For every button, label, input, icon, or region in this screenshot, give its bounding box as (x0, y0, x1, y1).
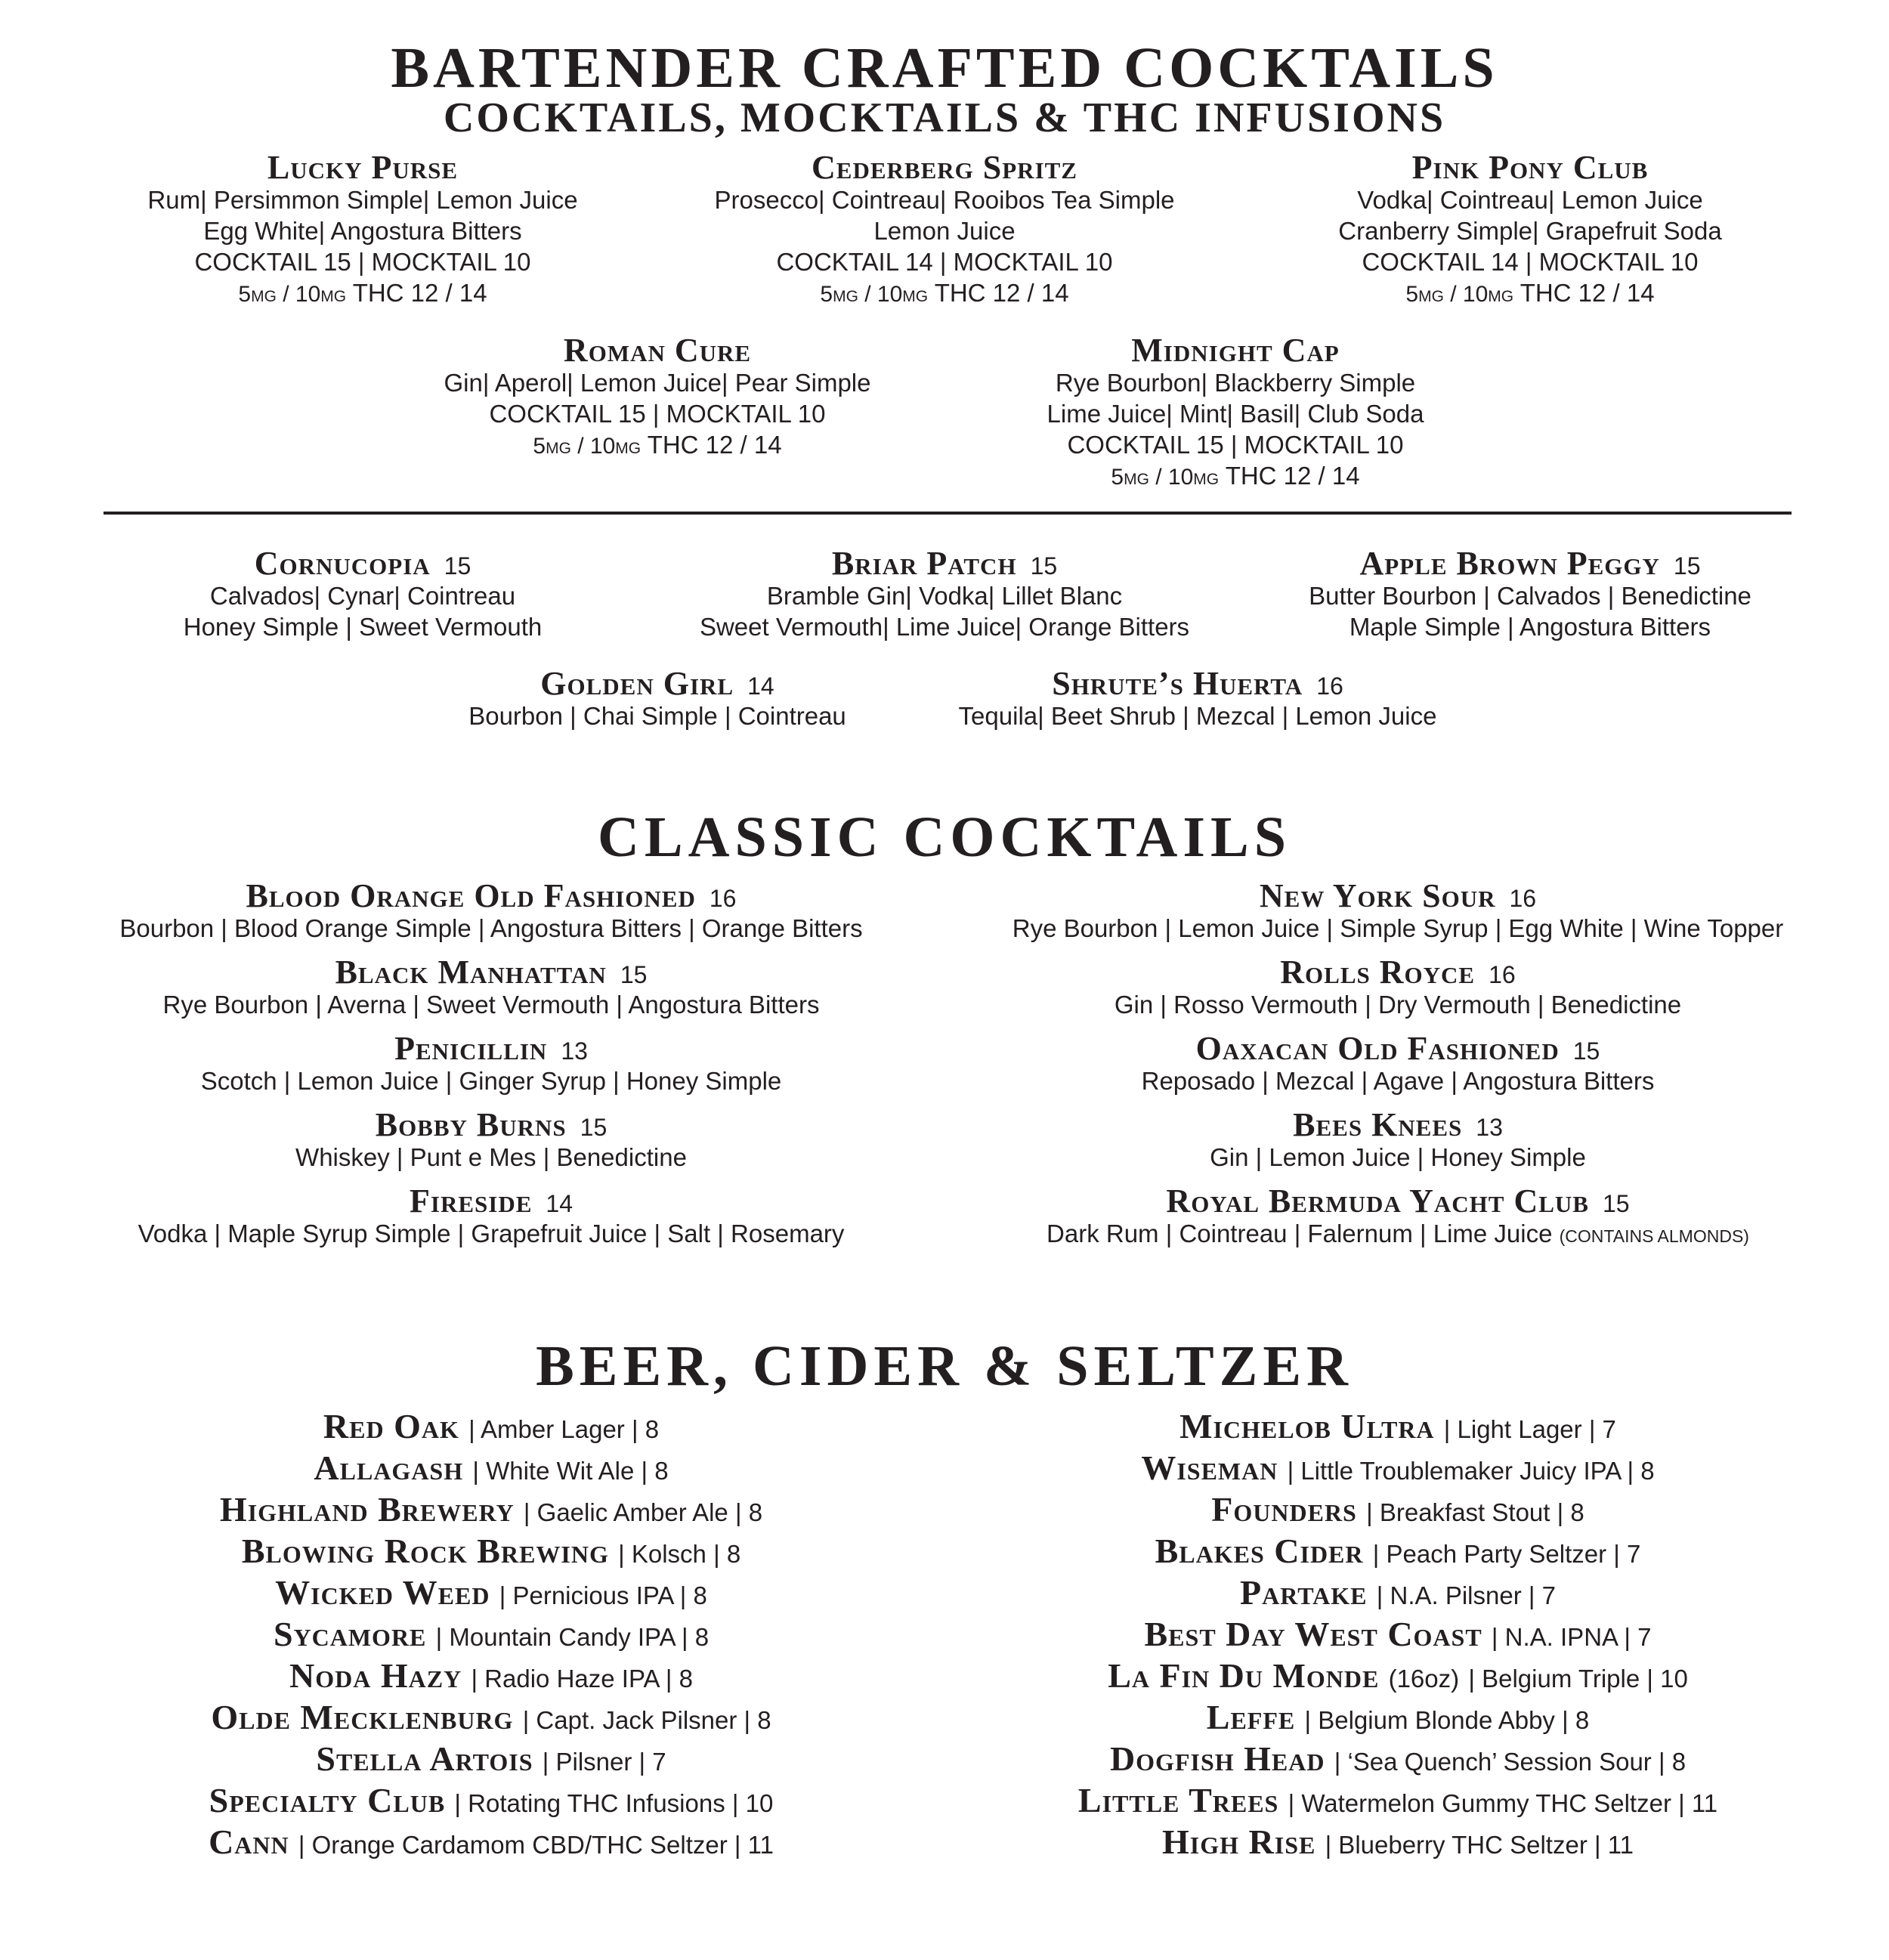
cocktail-name: Golden Girl 14 (540, 665, 774, 702)
price: COCKTAIL 14 | MOCKTAIL 10 (776, 248, 1113, 276)
cocktail-name: Penicillin 13 (394, 1030, 588, 1067)
cocktail-name: Oaxacan Old Fashioned 15 (1195, 1030, 1600, 1067)
beer-left-column (76, 1407, 907, 1864)
cocktail-name: Cederberg Spritz (812, 149, 1077, 186)
cocktail-name: Cornucopia 15 (254, 545, 471, 582)
thc-price: 5mg / 10mg THC 12 / 14 (238, 279, 487, 307)
cocktail-name: Black Manhattan 15 (335, 954, 648, 991)
cocktail-name: Rolls Royce 16 (1280, 954, 1516, 991)
ingredients: Egg White| Angostura Bitters (203, 217, 522, 245)
ingredients: Sweet Vermouth| Lime Juice| Orange Bitters (699, 613, 1190, 641)
beer-item: Cann | Orange Cardamom CBD/THC Seltzer | 11 (209, 1822, 774, 1861)
cocktail-name: Briar Patch 15 (831, 545, 1058, 582)
cocktail-name: Midnight Cap (1131, 332, 1340, 369)
allergen-note: (CONTAINS ALMONDS) (1559, 1226, 1749, 1246)
cocktail-apple-brown-peggy (1254, 547, 1806, 642)
cocktail-name: Fireside 14 (410, 1182, 573, 1220)
beer-item: Highland Brewery | Gaelic Amber Ale | 8 (219, 1490, 763, 1529)
thc-price: 5mg / 10mg THC 12 / 14 (533, 431, 782, 459)
beer-item: Olde Mecklenburg | Capt. Jack Pilsner | 8 (211, 1698, 771, 1736)
cocktail-name: Apple Brown Peggy 15 (1359, 545, 1701, 582)
price: COCKTAIL 15 | MOCKTAIL 10 (194, 248, 531, 276)
cocktail-name: Shrute’s Huerta 16 (1052, 665, 1343, 702)
cocktail-name: Blood Orange Old Fashioned 16 (246, 877, 737, 914)
ingredients: Bourbon | Blood Orange Simple | Angostura Bitters | Orange Bitters (119, 914, 863, 942)
beer-item: Dogfish Head | ‘Sea Quench’ Session Sour | 8 (1109, 1739, 1686, 1778)
price: COCKTAIL 14 | MOCKTAIL 10 (1362, 248, 1699, 276)
cocktail-roman-cure (393, 334, 922, 462)
cocktail-lucky-purse (98, 151, 627, 310)
ingredients: Vodka | Maple Syrup Simple | Grapefruit Juice | Salt | Rosemary (138, 1220, 845, 1247)
ingredients: Tequila| Beet Shrub | Mezcal | Lemon Juice (958, 702, 1437, 730)
beer-item: High Rise | Blueberry THC Seltzer | 11 (1162, 1822, 1634, 1861)
ingredients: Lemon Juice (873, 217, 1016, 245)
beer-item: Specialty Club | Rotating THC Infusions | 10 (209, 1781, 774, 1819)
ingredients: Maple Simple | Angostura Bitters (1349, 613, 1711, 641)
section-divider (104, 512, 1792, 515)
ingredients: Rye Bourbon | Lemon Juice | Simple Syrup | Egg White | Wine Topper (1012, 914, 1784, 942)
thc-price: 5mg / 10mg THC 12 / 14 (820, 279, 1069, 307)
beer-item: Partake | N.A. Pilsner | 7 (1240, 1573, 1556, 1612)
ingredients: Prosecco| Cointreau| Rooibos Tea Simple (714, 186, 1175, 214)
cocktail-cornucopia (98, 547, 627, 642)
ingredients: Whiskey | Punt e Mes | Benedictine (295, 1143, 687, 1171)
thc-price: 5mg / 10mg THC 12 / 14 (1405, 279, 1655, 307)
classic-left-column (76, 877, 907, 1249)
ingredients: Honey Simple | Sweet Vermouth (183, 613, 543, 641)
ingredients: Gin | Rosso Vermouth | Dry Vermouth | Benedictine (1114, 991, 1682, 1019)
cocktail-name: Bobby Burns 15 (375, 1106, 608, 1143)
cocktail-name: New York Sour 16 (1259, 877, 1537, 914)
cocktail-midnight-cap (971, 334, 1500, 493)
cocktail-name: Royal Bermuda Yacht Club 15 (1166, 1182, 1630, 1220)
menu-subtitle: COCKTAILS, MOCKTAILS & THC INFUSIONS (443, 94, 1446, 141)
beer-item: Allagash | White Wit Ale | 8 (314, 1448, 669, 1487)
ingredients: Scotch | Lemon Juice | Ginger Syrup | Honey Simple (200, 1067, 782, 1095)
cocktail-name: Bees Knees 13 (1293, 1106, 1503, 1143)
ingredients: Butter Bourbon | Calvados | Benedictine (1309, 582, 1751, 610)
cocktail-cederberg-spritz (680, 151, 1209, 310)
beer-heading: BEER, CIDER & SELTZER (536, 1334, 1353, 1398)
beer-item: Best Day West Coast | N.A. IPNA | 7 (1144, 1615, 1652, 1653)
beer-item: La Fin Du Monde (16oz) | Belgium Triple | 10 (1108, 1656, 1688, 1695)
ingredients: Bourbon | Chai Simple | Cointreau (468, 702, 846, 730)
ingredients: Rye Bourbon | Averna | Sweet Vermouth | Angostura Bitters (162, 991, 820, 1019)
ingredients: Cranberry Simple| Grapefruit Soda (1338, 217, 1722, 245)
beer-item: Red Oak | Amber Lager | 8 (323, 1407, 660, 1445)
beer-item: Wicked Weed | Pernicious IPA | 8 (275, 1573, 707, 1612)
ingredients: Gin | Lemon Juice | Honey Simple (1210, 1143, 1586, 1171)
ingredients: Rum| Persimmon Simple| Lemon Juice (147, 186, 578, 214)
beer-item: Noda Hazy | Radio Haze IPA | 8 (289, 1656, 693, 1695)
beer-item: Michelob Ultra | Light Lager | 7 (1179, 1407, 1616, 1445)
cocktail-briar-patch (669, 547, 1220, 642)
cocktail-shrutes-huerta (933, 667, 1462, 731)
ingredients: Calvados| Cynar| Cointreau (209, 582, 516, 610)
cocktail-name: Roman Cure (563, 332, 752, 369)
cocktail-name: Lucky Purse (267, 149, 459, 186)
ingredients: Gin| Aperol| Lemon Juice| Pear Simple (444, 369, 871, 397)
classic-right-column (945, 877, 1851, 1252)
cocktail-pink-pony-club (1266, 151, 1795, 310)
ingredients: Vodka| Cointreau| Lemon Juice (1357, 186, 1703, 214)
beer-item: Blowing Rock Brewing | Kolsch | 8 (241, 1532, 741, 1570)
price: COCKTAIL 15 | MOCKTAIL 10 (1067, 431, 1404, 459)
beer-item: Stella Artois | Pilsner | 7 (316, 1739, 666, 1778)
thc-price: 5mg / 10mg THC 12 / 14 (1111, 462, 1360, 490)
classic-cocktails-heading: CLASSIC COCKTAILS (598, 805, 1291, 869)
beer-right-column (945, 1407, 1851, 1864)
beer-item: Little Trees | Watermelon Gummy THC Seltzer | 11 (1077, 1781, 1718, 1819)
cocktail-golden-girl (393, 667, 922, 731)
beer-item: Founders | Breakfast Stout | 8 (1211, 1490, 1584, 1529)
menu-title: BARTENDER CRAFTED COCKTAILS (391, 36, 1498, 100)
ingredients: Reposado | Mezcal | Agave | Angostura Bitters (1141, 1067, 1655, 1095)
ingredients: Lime Juice| Mint| Basil| Club Soda (1047, 400, 1424, 428)
beer-item: Leffe | Belgium Blonde Abby | 8 (1206, 1698, 1590, 1736)
ingredients: Bramble Gin| Vodka| Lillet Blanc (766, 582, 1123, 610)
beer-item: Blakes Cider | Peach Party Seltzer | 7 (1155, 1532, 1641, 1570)
cocktail-name: Pink Pony Club (1411, 149, 1649, 186)
beer-item: Wiseman | Little Troublemaker Juicy IPA | 8 (1141, 1448, 1655, 1487)
price: COCKTAIL 15 | MOCKTAIL 10 (489, 400, 826, 428)
beer-item: Sycamore | Mountain Candy IPA | 8 (273, 1615, 710, 1653)
ingredients: Rye Bourbon| Blackberry Simple (1055, 369, 1416, 397)
ingredients: Dark Rum | Cointreau | Falernum | Lime Juice (CONTAINS ALMONDS) (1047, 1220, 1749, 1247)
